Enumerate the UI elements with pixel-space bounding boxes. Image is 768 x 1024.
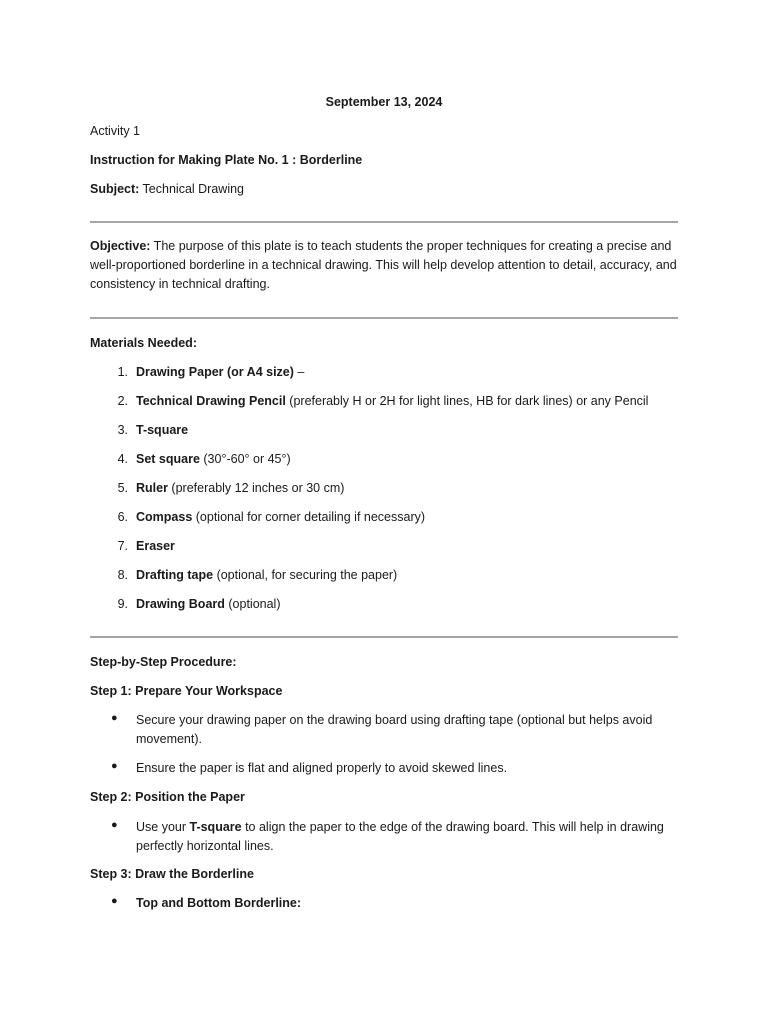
objective-paragraph: Objective: The purpose of this plate is to teach students the proper techniques for creating a precise and well-proportioned borderline in a technical drawing. This will help develop attention to detail, accuracy, and consistency in technical drafting. [90, 239, 677, 291]
bullet-icon: ● [111, 712, 118, 724]
bullet-icon: ● [111, 760, 118, 772]
material-name: Drawing Paper (or A4 size) [136, 365, 294, 379]
material-name: T-square [136, 423, 189, 437]
step1-bullet: Ensure the paper is flat and aligned properly to avoid skewed lines. [136, 761, 508, 775]
material-detail: – [293, 365, 305, 379]
material-name: Technical Drawing Pencil [136, 394, 286, 408]
bullet-icon: ● [111, 819, 118, 831]
material-name: Compass [136, 510, 193, 524]
material-number: 5. [117, 481, 128, 495]
step1-title: Step 1: Prepare Your Workspace [90, 684, 283, 698]
step2-bullet: Use your T-square to align the paper to the edge of the drawing board. This will help in drawing perfectly horizontal lines. [136, 820, 664, 853]
bullet-icon: ● [111, 895, 118, 907]
material-detail: (preferably H or 2H for light lines, HB for dark lines) or any Pencil [285, 394, 649, 408]
step2-title: Step 2: Position the Paper [90, 790, 245, 804]
procedure-heading: Step-by-Step Procedure: [90, 655, 237, 669]
material-detail: (optional) [224, 597, 281, 611]
step3-bullet: Top and Bottom Borderline: [136, 896, 302, 910]
materials-heading: Materials Needed: [90, 336, 197, 350]
material-name: Eraser [136, 539, 175, 553]
material-item [136, 479, 678, 498]
material-item [136, 508, 678, 527]
material-number: 9. [117, 597, 128, 611]
divider [90, 221, 678, 223]
step3-title: Step 3: Draw the Borderline [90, 867, 254, 881]
material-item [136, 595, 678, 614]
material-item [136, 363, 678, 382]
material-item [136, 537, 678, 556]
material-name: Set square [136, 452, 200, 466]
material-number: 8. [117, 568, 128, 582]
material-name: Drafting tape [136, 568, 214, 582]
divider [90, 317, 678, 319]
material-detail: (30°-60° or 45°) [199, 452, 291, 466]
material-number: 4. [117, 452, 128, 466]
activity-label: Activity 1 [90, 124, 141, 138]
material-name: Ruler [136, 481, 168, 495]
instruction-title: Instruction for Making Plate No. 1 : Borderline [90, 153, 363, 167]
material-detail: (optional for corner detailing if necessary) [192, 510, 426, 524]
material-number: 1. [117, 365, 128, 379]
document-date: September 13, 2024 [325, 95, 443, 109]
subject-line: Subject: Technical Drawing [90, 182, 244, 196]
material-number: 2. [117, 394, 128, 408]
material-number: 6. [117, 510, 128, 524]
material-item [136, 450, 678, 469]
divider [90, 636, 678, 638]
material-detail: (preferably 12 inches or 30 cm) [167, 481, 345, 495]
material-item [136, 392, 678, 411]
material-detail: (optional, for securing the paper) [213, 568, 398, 582]
material-item [136, 421, 678, 440]
material-number: 3. [117, 423, 128, 437]
step1-bullet: Secure your drawing paper on the drawing board using drafting tape (optional but helps avoid movement). [136, 713, 653, 746]
material-name: Drawing Board [136, 597, 225, 611]
material-item [136, 566, 678, 585]
material-number: 7. [117, 539, 128, 553]
